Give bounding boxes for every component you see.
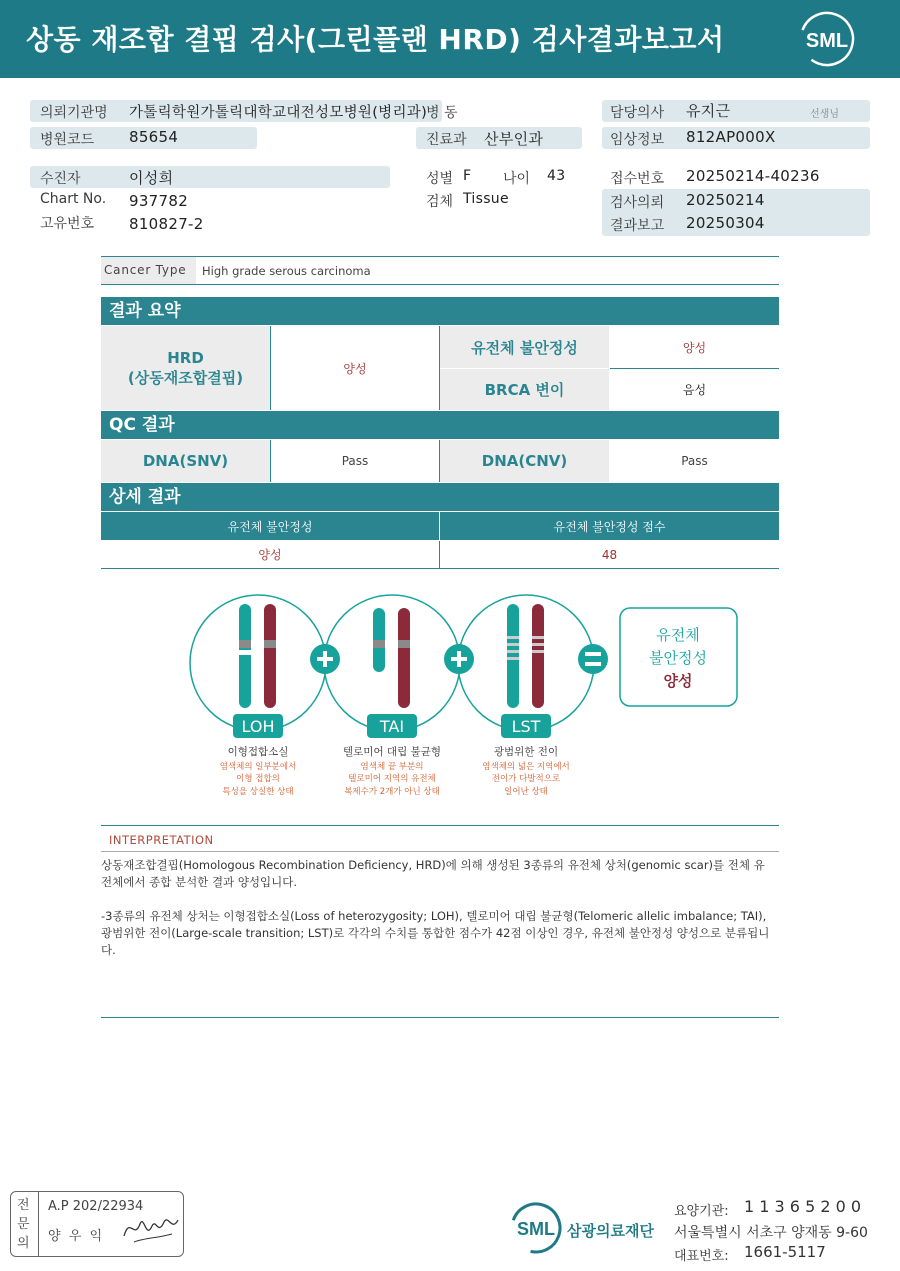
request-label: 검사의뢰 (610, 195, 665, 211)
code-label: 요양기관: (674, 1204, 729, 1219)
sml-logo-text: SML (805, 30, 849, 52)
result-line3: 양성 (663, 672, 693, 690)
tai-desc-3: 복제수가 2개가 아닌 상태 (344, 787, 440, 797)
interp-sub-line (101, 851, 779, 852)
detail-bottom-line (101, 568, 779, 569)
phone-label: 대표번호: (674, 1249, 729, 1264)
stamp-side-1: 전 (17, 1198, 30, 1213)
qc-vline-2 (439, 440, 440, 482)
interp-bottom-line (101, 1017, 779, 1018)
age-value: 43 (547, 168, 566, 184)
report-label: 결과보고 (610, 218, 665, 234)
detail-col1-header: 유전체 불안정성 (101, 512, 439, 540)
loh-circle (190, 595, 326, 731)
tai-title: 텔로미어 대립 불균형 (343, 746, 441, 758)
code-value: 1 1 3 6 5 2 0 0 (744, 1197, 862, 1216)
brca-value: 음성 (610, 369, 779, 410)
loh-desc-2: 이형 접합의 (236, 774, 280, 784)
sex-value: F (463, 168, 472, 184)
loh-desc-3: 특성을 상실한 상태 (222, 787, 294, 797)
gi-value: 양성 (610, 326, 779, 368)
brca-label: BRCA 변이 (440, 369, 609, 410)
receipt-label: 접수번호 (610, 171, 665, 187)
tai-desc-1: 염색체 끝 부분의 (360, 762, 424, 772)
age-label: 나이 (503, 171, 531, 187)
id-value: 810827-2 (129, 215, 204, 233)
sex-label: 성별 (426, 171, 454, 187)
result-line2: 불안정성 (649, 649, 707, 667)
stamp-side-3: 의 (17, 1236, 30, 1251)
loh-desc-1: 염색체의 일부분에서 (219, 762, 297, 772)
snv-value: Pass (271, 440, 439, 482)
lst-desc-1: 염색체의 넓은 지역에서 (482, 762, 570, 772)
receipt-value: 20250214-40236 (686, 167, 820, 185)
request-value: 20250214 (686, 191, 765, 209)
phone-value: 1661-5117 (744, 1243, 826, 1261)
lst-tag: LST (511, 717, 541, 736)
summary-vline-1 (270, 326, 271, 410)
cancer-type-value: High grade serous carcinoma (202, 264, 371, 278)
org-name: 삼광의료재단 (567, 1222, 654, 1240)
stamp-side-2: 문 (17, 1217, 30, 1232)
summary-title: 결과 요약 (101, 297, 779, 325)
id-label: 고유번호 (40, 216, 95, 232)
interp-para2: -3종류의 유전체 상처는 이형접합소실(Loss of heterozygosity; LOH), 텔로미어 대립 불균형(Telomeric allelic imbalance; TAI), 광범위한 전이(Large-scale transition; LST)로 각각의 수치를 통합한 점수가 42점 이상인 경우, 유전체 불안정성 양성으로 분류됩니다. (101, 909, 770, 957)
footer-logo-text: SML (517, 1219, 555, 1239)
tai-chromosomes (373, 608, 410, 708)
equals-icon (578, 644, 608, 674)
patient-label: 수진자 (40, 171, 81, 187)
cnv-label: DNA(CNV) (440, 440, 609, 482)
hospital-code-label: 병원코드 (40, 132, 95, 148)
cancer-type-label: Cancer Type (104, 263, 187, 277)
report-value: 20250304 (686, 214, 765, 232)
detail-col2-value: 48 (601, 547, 618, 562)
lst-chromosomes (507, 604, 544, 708)
dept-value: 산부인과 (484, 130, 544, 148)
stamp-divider (38, 1192, 39, 1256)
detail-title: 상세 결과 (101, 483, 779, 511)
loh-tag: LOH (241, 717, 275, 736)
hrd-value: 양성 (271, 326, 439, 410)
clinical-value: 812AP000X (686, 128, 776, 146)
interp-para1: 상동재조합결핍(Homologous Recombination Deficiency, HRD)에 의해 생성된 3종류의 유전체 상처(genomic scar)를 전체 유전체에서 종합 분석한 결과 양성입니다. (101, 858, 765, 889)
qc-vline-1 (270, 440, 271, 482)
specimen-label: 검체 (426, 194, 454, 210)
interp-title: INTERPRETATION (109, 833, 214, 847)
result-line1: 유전체 (656, 626, 700, 644)
hrd-label-cell (101, 326, 270, 410)
stamp-side (17, 1196, 30, 1253)
tai-circle (324, 595, 460, 731)
institution-value: 가톨릭학원가톨릭대학교대전성모병원(병리과) (129, 105, 428, 121)
ward-label: 병 동 (426, 105, 458, 121)
doctor-value: 유지근 (686, 102, 731, 120)
chart-label: Chart No. (40, 191, 107, 207)
doctor-label: 담당의사 (610, 105, 665, 121)
dept-label: 진료과 (426, 132, 467, 148)
summary-row-divider (610, 368, 779, 369)
detail-col1-value: 양성 (258, 548, 282, 562)
detail-col2-header: 유전체 불안정성 점수 (440, 512, 779, 540)
lst-title: 광범위한 전이 (493, 746, 559, 758)
genomic-scar-diagram (180, 588, 750, 813)
summary-vline-2 (439, 326, 440, 410)
interp-top-line (101, 825, 779, 826)
specimen-value: Tissue (463, 191, 509, 207)
cnv-value: Pass (610, 440, 779, 482)
snv-label: DNA(SNV) (101, 440, 270, 482)
tai-tag: TAI (379, 717, 405, 736)
footer-sml-logo (508, 1200, 564, 1256)
cancer-type-top-line (101, 256, 779, 257)
stamp-line1: A.P 202/22934 (48, 1199, 144, 1214)
signature-icon (120, 1206, 182, 1248)
gi-label: 유전체 불안정성 (440, 326, 609, 368)
patient-row-bg (30, 166, 390, 188)
qc-title: QC 결과 (101, 411, 779, 439)
clinical-label: 임상정보 (610, 132, 665, 148)
patient-value: 이성희 (129, 169, 174, 187)
lst-circle (458, 595, 594, 731)
tai-desc-2: 텔로미어 지역의 유전체 (348, 774, 436, 784)
loh-chromosomes (239, 604, 276, 708)
institution-label: 의뢰기관명 (40, 105, 108, 121)
cancer-type-bottom-line (101, 284, 779, 285)
report-title: 상동 재조합 결핍 검사(그린플랜 HRD) 검사결과보고서 (26, 23, 725, 56)
doctor-suffix: 선생님 (810, 109, 839, 120)
detail-vline (439, 541, 440, 568)
lst-desc-2: 전이가 다발적으로 (491, 774, 561, 784)
lst-desc-3: 일어난 상태 (504, 787, 548, 797)
hrd-label-line2: (상동재조합결핍) (127, 368, 244, 387)
stamp-line2: 양 우 익 (48, 1229, 103, 1244)
loh-title: 이형접합소실 (227, 746, 289, 758)
sml-logo (798, 10, 856, 68)
chart-value: 937782 (129, 192, 189, 210)
hospital-code-value: 85654 (129, 128, 179, 146)
hrd-label-line1: HRD (167, 348, 204, 367)
address: 서울특별시 서초구 양재동 9-60 (674, 1225, 868, 1241)
